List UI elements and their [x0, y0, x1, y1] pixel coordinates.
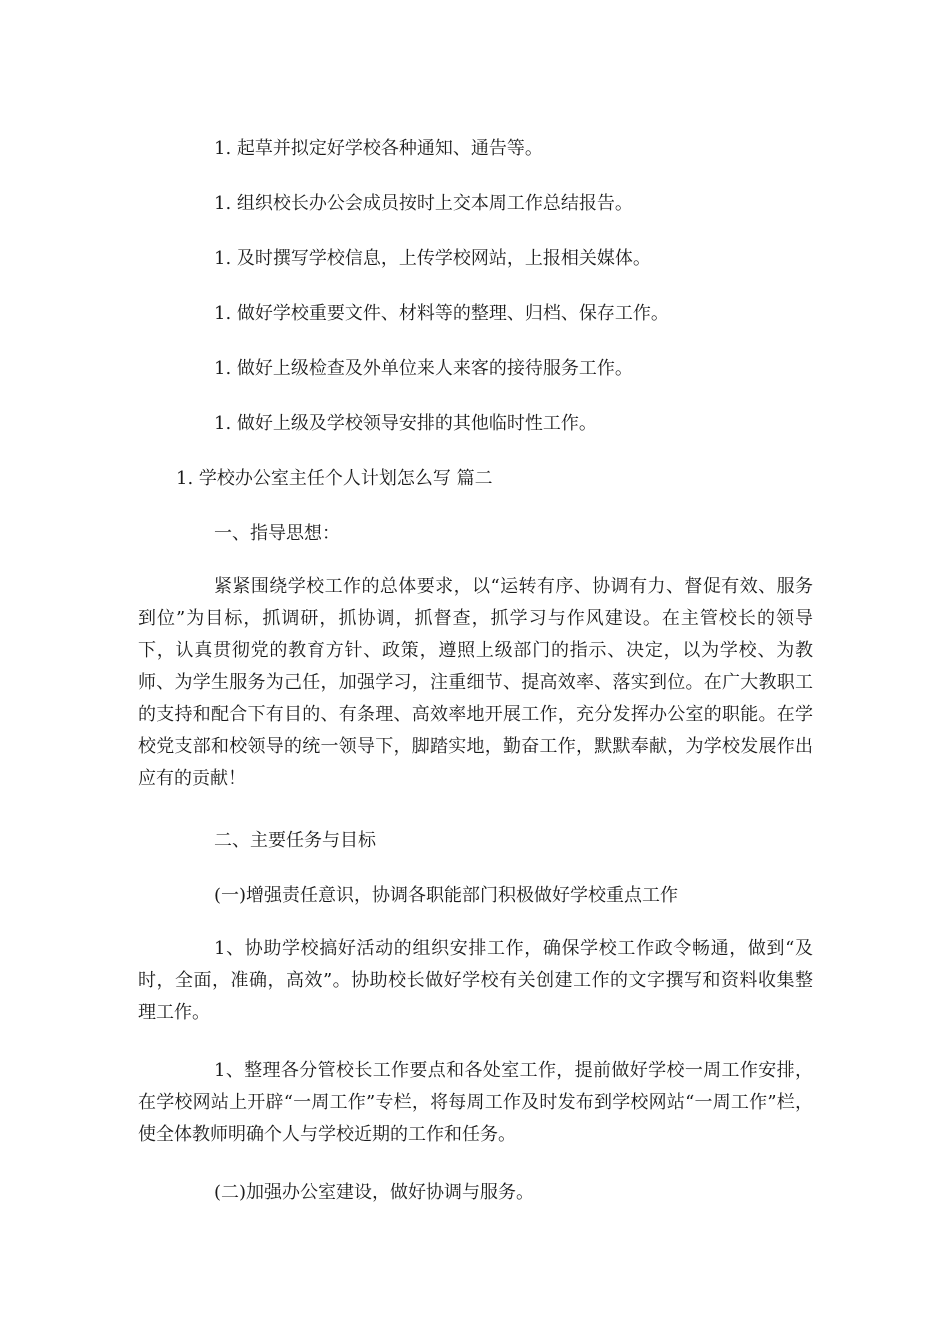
list-item: 1. 做好学校重要文件、材料等的整理、归档、保存工作。 [214, 303, 669, 324]
heading-guiding-ideology: 一、指导思想： [214, 523, 340, 544]
list-item: 1. 及时撰写学校信息，上传学校网站，上报相关媒体。 [214, 248, 651, 269]
list-item: 1. 组织校长办公会成员按时上交本周工作总结报告。 [214, 193, 633, 214]
list-item: 1. 做好上级及学校领导安排的其他临时性工作。 [214, 413, 597, 434]
subheading-responsibility: (一)增强责任意识，协调各职能部门积极做好学校重点工作 [214, 885, 679, 906]
paragraph-coordination: 1、协助学校搞好活动的组织安排工作，确保学校工作政令畅通，做到“及时，全面，准确，高效”。协助校长做好学校有关创建工作的文字撰写和资料收集整理工作。 [138, 938, 813, 1023]
heading-main-tasks: 二、主要任务与目标 [214, 830, 376, 851]
list-item: 1. 做好上级检查及外单位来人来客的接待服务工作。 [214, 358, 633, 379]
list-item: 1. 起草并拟定好学校各种通知、通告等。 [214, 138, 543, 159]
paragraph-weekly-work: 1、整理各分管校长工作要点和各处室工作，提前做好学校一周工作安排，在学校网站上开辟“一周工作”专栏，将每周工作及时发布到学校网站“一周工作”栏，使全体教师明确个人与学校近期的工作和任务。 [138, 1060, 813, 1145]
subheading-office-building: (二)加强办公室建设，做好协调与服务。 [214, 1182, 535, 1203]
paragraph-guiding-ideology: 紧紧围绕学校工作的总体要求，以“运转有序、协调有力、督促有效、服务到位”为目标，抓调研，抓协调，抓督查，抓学习与作风建设。在主管校长的领导下，认真贯彻党的教育方针、政策，遵照上级部门的指示、决定，以为学校、为教师、为学生服务为己任，加强学习，注重细节、提高效率、落实到位。在广大教职工的支持和配合下有目的、有条理、高效率地开展工作，充分发挥办公室的职能。在学校党支部和校领导的统一领导下，脚踏实地，勤奋工作，默默奉献，为学校发展作出应有的贡献！ [138, 576, 813, 789]
section-heading: 1. 学校办公室主任个人计划怎么写 篇二 [176, 468, 493, 489]
